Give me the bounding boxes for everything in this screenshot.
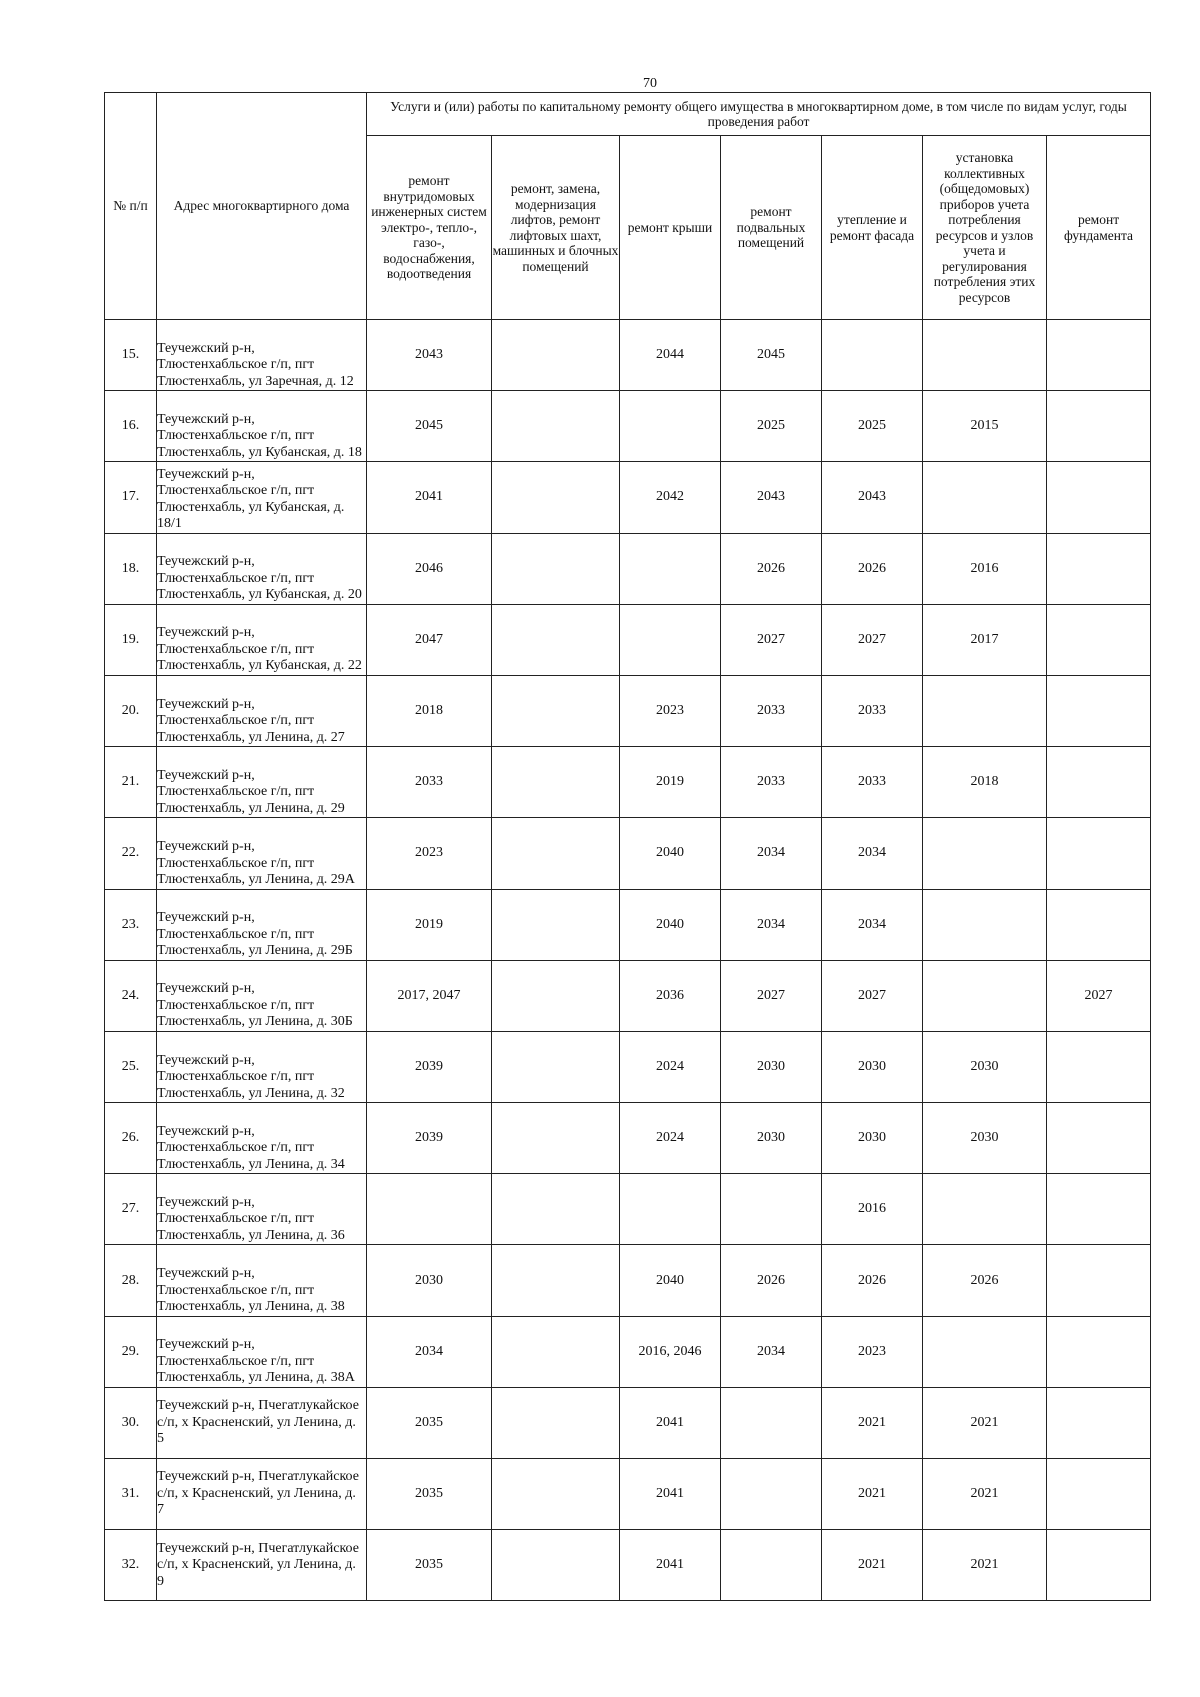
row-value-col-4	[721, 1530, 822, 1601]
capital-repair-table	[104, 92, 1151, 1601]
row-value-col-4: 2033	[721, 675, 822, 746]
row-value-col-7	[1047, 1103, 1151, 1174]
row-value-col-6: 2021	[923, 1459, 1047, 1530]
row-value-col-2	[492, 1031, 620, 1102]
row-number: 27.	[105, 1174, 157, 1245]
row-value-col-7	[1047, 1174, 1151, 1245]
row-value-col-7: 2027	[1047, 960, 1151, 1031]
row-value-col-6	[923, 462, 1047, 533]
row-value-col-4: 2030	[721, 1103, 822, 1174]
row-address: Теучежский р-н, Тлюстенхабльское г/п, пгт Тлюстенхабль, ул Ленина, д. 29А	[157, 818, 367, 889]
row-value-col-1: 2035	[367, 1530, 492, 1601]
row-value-col-4: 2026	[721, 533, 822, 604]
row-value-col-6: 2016	[923, 533, 1047, 604]
row-number: 22.	[105, 818, 157, 889]
row-value-col-7	[1047, 604, 1151, 675]
row-value-col-6: 2021	[923, 1530, 1047, 1601]
page-number: 70	[643, 76, 657, 91]
row-address: Теучежский р-н, Тлюстенхабльское г/п, пгт Тлюстенхабль, ул Кубанская, д. 20	[157, 533, 367, 604]
row-value-col-5: 2016	[822, 1174, 923, 1245]
table-row	[105, 320, 1151, 391]
row-value-col-4: 2027	[721, 960, 822, 1031]
row-value-col-1: 2047	[367, 604, 492, 675]
row-value-col-6: 2017	[923, 604, 1047, 675]
row-value-col-4	[721, 1387, 822, 1458]
row-value-col-7	[1047, 1530, 1151, 1601]
table-row	[105, 747, 1151, 818]
row-address: Теучежский р-н, Тлюстенхабльское г/п, пгт Тлюстенхабль, ул Ленина, д. 29Б	[157, 889, 367, 960]
row-value-col-2	[492, 747, 620, 818]
row-value-col-3: 2036	[620, 960, 721, 1031]
row-value-col-2	[492, 604, 620, 675]
row-value-col-7	[1047, 462, 1151, 533]
header-col-basement: ремонт подвальных помещений	[721, 136, 822, 320]
row-number: 17.	[105, 462, 157, 533]
row-value-col-3	[620, 533, 721, 604]
table-row	[105, 391, 1151, 462]
row-value-col-2	[492, 1174, 620, 1245]
table-row	[105, 1459, 1151, 1530]
row-value-col-4: 2043	[721, 462, 822, 533]
row-value-col-3: 2040	[620, 1245, 721, 1316]
row-value-col-1: 2039	[367, 1103, 492, 1174]
table-row	[105, 604, 1151, 675]
row-value-col-2	[492, 818, 620, 889]
row-value-col-2	[492, 1245, 620, 1316]
row-value-col-2	[492, 391, 620, 462]
row-number: 28.	[105, 1245, 157, 1316]
row-value-col-3: 2019	[620, 747, 721, 818]
row-number: 32.	[105, 1530, 157, 1601]
row-value-col-5: 2023	[822, 1316, 923, 1387]
row-number: 20.	[105, 675, 157, 746]
row-value-col-6: 2026	[923, 1245, 1047, 1316]
row-value-col-4: 2034	[721, 818, 822, 889]
row-number: 18.	[105, 533, 157, 604]
table-row	[105, 462, 1151, 533]
row-value-col-4	[721, 1459, 822, 1530]
row-value-col-3	[620, 391, 721, 462]
row-value-col-6: 2021	[923, 1387, 1047, 1458]
row-value-col-6	[923, 960, 1047, 1031]
row-value-col-6	[923, 320, 1047, 391]
header-col-facade: утепление и ремонт фасада	[822, 136, 923, 320]
table-row	[105, 533, 1151, 604]
row-value-col-4: 2030	[721, 1031, 822, 1102]
row-value-col-3	[620, 604, 721, 675]
row-value-col-4: 2033	[721, 747, 822, 818]
row-value-col-7	[1047, 533, 1151, 604]
row-value-col-3: 2042	[620, 462, 721, 533]
row-value-col-7	[1047, 675, 1151, 746]
row-value-col-1: 2034	[367, 1316, 492, 1387]
row-number: 31.	[105, 1459, 157, 1530]
row-value-col-7	[1047, 320, 1151, 391]
header-services-group: Услуги и (или) работы по капитальному ремонту общего имущества в многоквартирном доме, в том числе по видам услуг, годы проведения работ	[367, 93, 1151, 136]
row-address: Теучежский р-н, Тлюстенхабльское г/п, пгт Тлюстенхабль, ул Кубанская, д. 22	[157, 604, 367, 675]
row-value-col-3: 2040	[620, 818, 721, 889]
row-value-col-6	[923, 818, 1047, 889]
table-body	[105, 320, 1151, 1601]
row-value-col-3: 2041	[620, 1387, 721, 1458]
row-address: Теучежский р-н, Тлюстенхабльское г/п, пгт Тлюстенхабль, ул Ленина, д. 34	[157, 1103, 367, 1174]
row-value-col-5: 2034	[822, 889, 923, 960]
row-value-col-5: 2034	[822, 818, 923, 889]
row-value-col-5: 2027	[822, 604, 923, 675]
row-value-col-2	[492, 1387, 620, 1458]
row-value-col-1: 2045	[367, 391, 492, 462]
header-col-roof: ремонт крыши	[620, 136, 721, 320]
row-value-col-7	[1047, 818, 1151, 889]
row-value-col-5: 2026	[822, 1245, 923, 1316]
row-value-col-5: 2033	[822, 747, 923, 818]
row-value-col-6: 2018	[923, 747, 1047, 818]
table-row	[105, 675, 1151, 746]
row-value-col-5: 2025	[822, 391, 923, 462]
row-value-col-5: 2030	[822, 1031, 923, 1102]
row-value-col-6	[923, 675, 1047, 746]
row-value-col-7	[1047, 1459, 1151, 1530]
row-value-col-1: 2046	[367, 533, 492, 604]
row-value-col-5: 2021	[822, 1459, 923, 1530]
row-address: Теучежский р-н, Тлюстенхабльское г/п, пгт Тлюстенхабль, ул Кубанская, д. 18/1	[157, 462, 367, 533]
row-value-col-6: 2015	[923, 391, 1047, 462]
row-address: Теучежский р-н, Тлюстенхабльское г/п, пгт Тлюстенхабль, ул Ленина, д. 32	[157, 1031, 367, 1102]
row-value-col-2	[492, 675, 620, 746]
row-value-col-3: 2041	[620, 1459, 721, 1530]
row-value-col-2	[492, 533, 620, 604]
row-value-col-1: 2018	[367, 675, 492, 746]
row-value-col-3: 2041	[620, 1530, 721, 1601]
row-value-col-4: 2025	[721, 391, 822, 462]
row-address: Теучежский р-н, Тлюстенхабльское г/п, пгт Тлюстенхабль, ул Ленина, д. 27	[157, 675, 367, 746]
row-address: Теучежский р-н, Тлюстенхабльское г/п, пгт Тлюстенхабль, ул Заречная, д. 12	[157, 320, 367, 391]
row-number: 21.	[105, 747, 157, 818]
row-number: 19.	[105, 604, 157, 675]
row-value-col-3: 2016, 2046	[620, 1316, 721, 1387]
row-value-col-1: 2017, 2047	[367, 960, 492, 1031]
row-value-col-1: 2039	[367, 1031, 492, 1102]
row-address: Теучежский р-н, Пчегатлукайское с/п, х Красненский, ул Ленина, д. 5	[157, 1387, 367, 1458]
row-number: 15.	[105, 320, 157, 391]
row-number: 30.	[105, 1387, 157, 1458]
row-value-col-7	[1047, 889, 1151, 960]
row-value-col-3	[620, 1174, 721, 1245]
row-value-col-5: 2021	[822, 1387, 923, 1458]
row-value-col-7	[1047, 391, 1151, 462]
row-value-col-7	[1047, 1245, 1151, 1316]
row-number: 29.	[105, 1316, 157, 1387]
row-number: 16.	[105, 391, 157, 462]
row-value-col-5: 2021	[822, 1530, 923, 1601]
row-number: 25.	[105, 1031, 157, 1102]
table-row	[105, 1387, 1151, 1458]
row-address: Теучежский р-н, Тлюстенхабльское г/п, пгт Тлюстенхабль, ул Ленина, д. 36	[157, 1174, 367, 1245]
row-value-col-5: 2033	[822, 675, 923, 746]
header-col-meters: установка коллективных (общедомовых) приборов учета потребления ресурсов и узлов учета и регулирования потребления этих ресурсов	[923, 136, 1047, 320]
row-value-col-4	[721, 1174, 822, 1245]
row-value-col-7	[1047, 1031, 1151, 1102]
row-value-col-3: 2023	[620, 675, 721, 746]
table-row	[105, 1103, 1151, 1174]
row-value-col-7	[1047, 1387, 1151, 1458]
table-row	[105, 1530, 1151, 1601]
row-value-col-4: 2045	[721, 320, 822, 391]
header-col-engineering-systems: ремонт внутридомовых инженерных систем электро-, тепло-, газо-, водоснабжения, водоотведения	[367, 136, 492, 320]
row-value-col-6	[923, 1174, 1047, 1245]
row-value-col-1: 2023	[367, 818, 492, 889]
row-address: Теучежский р-н, Тлюстенхабльское г/п, пгт Тлюстенхабль, ул Ленина, д. 38А	[157, 1316, 367, 1387]
row-value-col-1: 2035	[367, 1459, 492, 1530]
row-value-col-1	[367, 1174, 492, 1245]
row-value-col-3: 2024	[620, 1031, 721, 1102]
row-address: Теучежский р-н, Тлюстенхабльское г/п, пгт Тлюстенхабль, ул Ленина, д. 29	[157, 747, 367, 818]
header-address: Адрес многоквартирного дома	[157, 93, 367, 320]
table-row	[105, 1316, 1151, 1387]
row-value-col-5: 2026	[822, 533, 923, 604]
row-value-col-4: 2034	[721, 1316, 822, 1387]
header-col-foundation: ремонт фундамента	[1047, 136, 1151, 320]
header-col-elevators: ремонт, замена, модернизация лифтов, ремонт лифтовых шахт, машинных и блочных помещений	[492, 136, 620, 320]
row-number: 26.	[105, 1103, 157, 1174]
row-value-col-1: 2041	[367, 462, 492, 533]
table-row	[105, 1245, 1151, 1316]
row-value-col-5: 2043	[822, 462, 923, 533]
row-address: Теучежский р-н, Тлюстенхабльское г/п, пгт Тлюстенхабль, ул Ленина, д. 38	[157, 1245, 367, 1316]
row-value-col-4: 2026	[721, 1245, 822, 1316]
row-value-col-6: 2030	[923, 1103, 1047, 1174]
row-value-col-4: 2034	[721, 889, 822, 960]
table-row	[105, 960, 1151, 1031]
row-value-col-3: 2044	[620, 320, 721, 391]
row-value-col-7	[1047, 747, 1151, 818]
row-value-col-5	[822, 320, 923, 391]
row-value-col-1: 2030	[367, 1245, 492, 1316]
row-address: Теучежский р-н, Тлюстенхабльское г/п, пгт Тлюстенхабль, ул Ленина, д. 30Б	[157, 960, 367, 1031]
row-value-col-1: 2043	[367, 320, 492, 391]
row-value-col-2	[492, 1103, 620, 1174]
row-value-col-2	[492, 1530, 620, 1601]
table-row	[105, 889, 1151, 960]
row-value-col-6: 2030	[923, 1031, 1047, 1102]
table-row	[105, 1174, 1151, 1245]
header-num: № п/п	[105, 93, 157, 320]
row-value-col-2	[492, 1316, 620, 1387]
row-value-col-1: 2035	[367, 1387, 492, 1458]
row-value-col-1: 2019	[367, 889, 492, 960]
row-value-col-5: 2027	[822, 960, 923, 1031]
table-row	[105, 1031, 1151, 1102]
row-value-col-2	[492, 462, 620, 533]
row-value-col-7	[1047, 1316, 1151, 1387]
row-address: Теучежский р-н, Пчегатлукайское с/п, х Красненский, ул Ленина, д. 9	[157, 1530, 367, 1601]
row-value-col-4: 2027	[721, 604, 822, 675]
row-number: 23.	[105, 889, 157, 960]
row-value-col-3: 2024	[620, 1103, 721, 1174]
row-value-col-3: 2040	[620, 889, 721, 960]
row-value-col-2	[492, 1459, 620, 1530]
row-value-col-1: 2033	[367, 747, 492, 818]
row-value-col-6	[923, 1316, 1047, 1387]
row-address: Теучежский р-н, Тлюстенхабльское г/п, пгт Тлюстенхабль, ул Кубанская, д. 18	[157, 391, 367, 462]
row-value-col-2	[492, 320, 620, 391]
row-value-col-2	[492, 960, 620, 1031]
row-address: Теучежский р-н, Пчегатлукайское с/п, х Красненский, ул Ленина, д. 7	[157, 1459, 367, 1530]
row-number: 24.	[105, 960, 157, 1031]
row-value-col-6	[923, 889, 1047, 960]
table-row	[105, 818, 1151, 889]
row-value-col-2	[492, 889, 620, 960]
row-value-col-5: 2030	[822, 1103, 923, 1174]
